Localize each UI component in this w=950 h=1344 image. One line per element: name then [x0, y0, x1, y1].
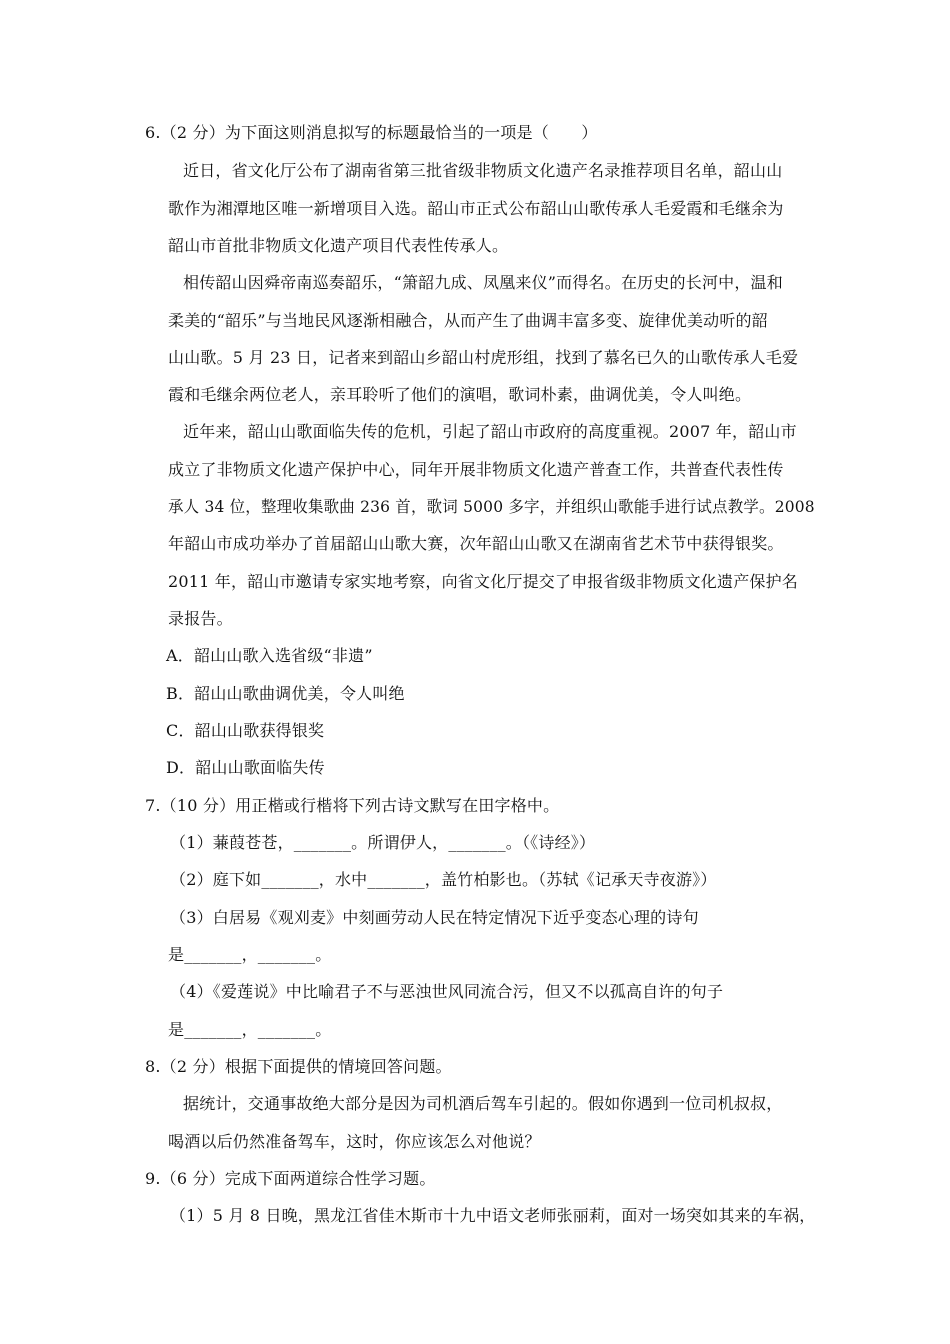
q6-passage-p1-line3: 韶山市首批非物质文化遗产项目代表性传承人。: [168, 236, 509, 255]
q6-passage-p3-line4: 年韶山市成功举办了首届韶山山歌大赛，次年韶山山歌又在湖南省艺术节中获得银奖。: [168, 534, 784, 553]
q6-passage-p2-line2: 柔美的“韶乐”与当地民风逐渐相融合，从而产生了曲调丰富多变、旋律优美动听的韶: [168, 311, 768, 330]
q6-passage-p3-line5: 2011 年，韶山市邀请专家实地考察，向省文化厅提交了申报省级非物质文化遗产保护名: [168, 572, 799, 591]
q6-option-d: D．韶山山歌面临失传: [166, 758, 325, 777]
q6-passage-p2-line4: 霞和毛继余两位老人，亲耳聆听了他们的演唱，歌词朴素，曲调优美，令人叫绝。: [168, 385, 752, 404]
q6-option-c: C．韶山山歌获得银奖: [166, 721, 325, 740]
q6-passage-p3-line2: 成立了非物质文化遗产保护中心，同年开展非物质文化遗产普查工作，共普查代表性传: [168, 460, 784, 479]
question-7-stem: 7.（10 分）用正楷或行楷将下列古诗文默写在田字格中。: [145, 796, 560, 815]
q6-option-b: B．韶山山歌曲调优美，令人叫绝: [166, 684, 405, 703]
q7-item-3-line2: 是_______，_______。: [168, 945, 332, 964]
q9-item-1: （1）5 月 8 日晚，黑龙江省佳木斯市十九中语文老师张丽莉，面对一场突如其来的车祸，: [170, 1206, 816, 1225]
q6-passage-p2-line1: 相传韶山因舜帝南巡奏韶乐，“箫韶九成、凤凰来仪”而得名。在历史的长河中，温和: [183, 273, 783, 292]
question-6-stem: 6.（2 分）为下面这则消息拟写的标题最恰当的一项是（ ）: [145, 123, 598, 142]
q6-passage-p3-line3: 承人 34 位，整理收集歌曲 236 首，歌词 5000 多字，并组织山歌能手进行试点教学。2008: [168, 497, 815, 516]
q8-line-1: 据统计，交通事故绝大部分是因为司机酒后驾车引起的。假如你遇到一位司机叔叔，: [183, 1094, 783, 1113]
question-9-stem: 9.（6 分）完成下面两道综合性学习题。: [145, 1169, 436, 1188]
q6-passage-p2-line3: 山山歌。5 月 23 日，记者来到韶山乡韶山村虎形组，找到了慕名已久的山歌传承人毛爱: [168, 348, 799, 367]
q7-item-4-line1: （4）《爱莲说》中比喻君子不与恶浊世风同流合污，但又不以孤高自许的句子: [170, 982, 724, 1001]
q8-line-2: 喝酒以后仍然准备驾车，这时，你应该怎么对他说？: [168, 1132, 541, 1151]
q7-item-2: （2）庭下如_______，水中_______，盖竹柏影也。（苏轼《记承天寺夜游》）: [170, 870, 717, 889]
q6-passage-p3-line1: 近年来，韶山山歌面临失传的危机，引起了韶山市政府的高度重视。2007 年，韶山市: [183, 422, 797, 441]
q7-item-3-line1: （3）白居易《观刈麦》中刻画劳动人民在特定情况下近乎变态心理的诗句: [170, 908, 699, 927]
q7-item-4-line2: 是_______，_______。: [168, 1020, 332, 1039]
question-8-stem: 8.（2 分）根据下面提供的情境回答问题。: [145, 1057, 452, 1076]
q6-passage-p3-line6: 录报告。: [168, 609, 233, 628]
q6-option-a: A．韶山山歌入选省级“非遗”: [166, 646, 373, 665]
q6-passage-p1-line2: 歌作为湘潭地区唯一新增项目入选。韶山市正式公布韶山山歌传承人毛爱霞和毛继余为: [168, 199, 784, 218]
q6-passage-p1-line1: 近日，省文化厅公布了湖南省第三批省级非物质文化遗产名录推荐项目名单，韶山山: [183, 161, 783, 180]
q7-item-1: （1）蒹葭苍苍，_______。所谓伊人，_______。（《诗经》）: [170, 833, 596, 852]
